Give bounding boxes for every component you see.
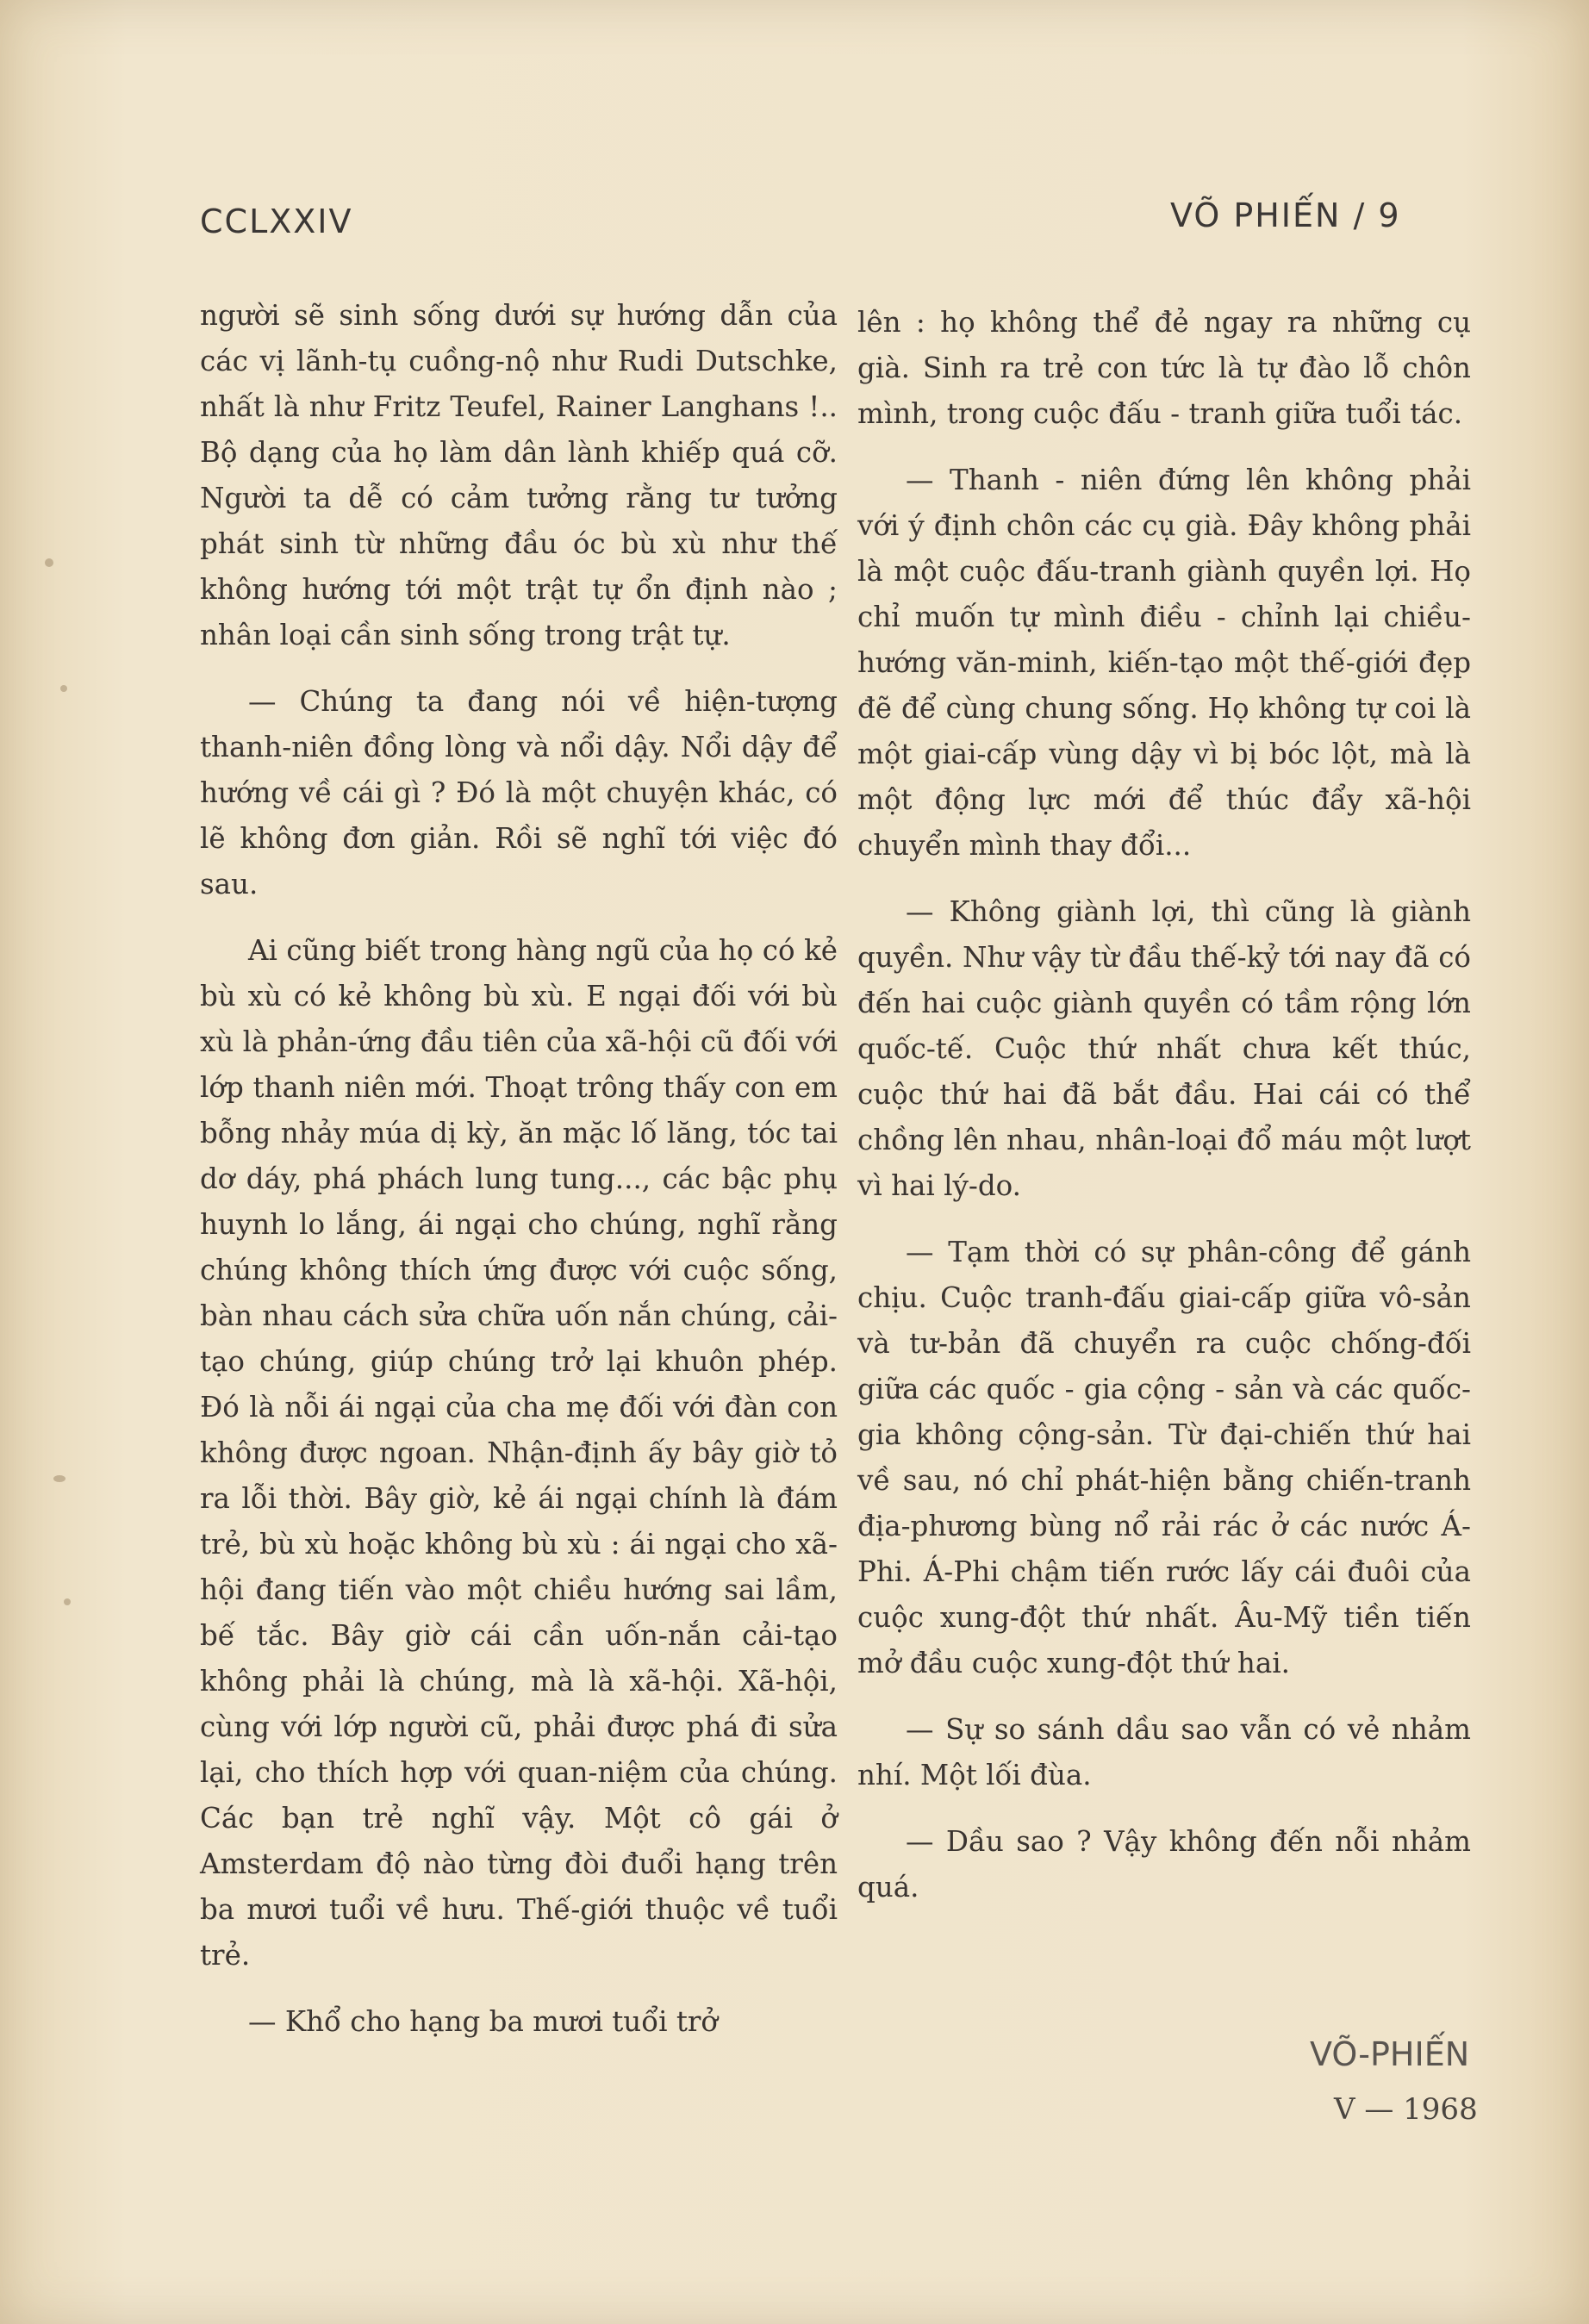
paragraph: — Chúng ta đang nói về hiện-tượng thanh-niên đồng lòng và nổi dậy. Nổi dậy để hướng về cái gì ? Đó là một chuyện khác, có lẽ không đơn giản. Rồi sẽ nghĩ tới việc đó sau. (200, 685, 838, 900)
paragraph: lên : họ không thể đẻ ngay ra những cụ già. Sinh ra trẻ con tức là tự đào lỗ chôn mình, trong cuộc đấu - tranh giữa tuổi tác. (857, 306, 1471, 430)
page-header-left: CCLXXIV (200, 202, 353, 240)
text-column-left (200, 293, 838, 2045)
page-header-right: VÕ PHIẾN / 9 (1170, 196, 1401, 234)
author-signature: VÕ-PHIẾN (1310, 2035, 1470, 2073)
paragraph: — Dầu sao ? Vậy không đến nỗi nhảm quá. (857, 1825, 1471, 1903)
paragraph: — Không giành lợi, thì cũng là giành quyền. Như vậy từ đầu thế-kỷ tới nay đã có đến hai cuộc giành quyền có tầm rộng lớn quốc-tế. Cuộc thứ nhất chưa kết thúc, cuộc thứ hai đã bắt đầu. Hai cái có thể chồng lên nhau, nhân-loại đổ máu một lượt vì hai lý-do. (857, 895, 1471, 1202)
paragraph: — Sự so sánh dầu sao vẫn có vẻ nhảm nhí. Một lối đùa. (857, 1713, 1471, 1791)
paper-stain (60, 685, 67, 692)
signature-date: V — 1968 (1334, 2092, 1478, 2127)
paragraph: Ai cũng biết trong hàng ngũ của họ có kẻ bù xù có kẻ không bù xù. E ngại đối với bù xù là phản-ứng đầu tiên của xã-hội cũ đối với lớp thanh niên mới. Thoạt trông thấy con em bỗng nhảy múa dị kỳ, ăn mặc lố lăng, tóc tai dơ dáy, phá phách lung tung..., các bậc phụ huynh lo lắng, ái ngại cho chúng, nghĩ rằng chúng không thích ứng được với cuộc sống, bàn nhau cách sửa chữa uốn nắn chúng, cải-tạo chúng, giúp chúng trở lại khuôn phép. Đó là nỗi ái ngại của cha mẹ đối với đàn con không được ngoan. Nhận-định ấy bây giờ tỏ ra lỗi thời. Bây giờ, kẻ ái ngại chính là đám trẻ, bù xù hoặc không bù xù : ái ngại cho xã-hội đang tiến vào một chiều hướng sai lầm, bế tắc. Bây giờ cái cần uốn-nắn cải-tạo không phải là chúng, mà là xã-hội. Xã-hội, cùng với lớp người cũ, phải được phá đi sửa lại, cho thích hợp với quan-niệm của chúng. Các bạn trẻ nghĩ vậy. Một cô gái ở Amsterdam độ nào từng đòi đuổi hạng trên ba mươi tuổi về hưu. Thế-giới thuộc về tuổi trẻ. (200, 934, 838, 1972)
paper-stain (64, 1598, 71, 1605)
paragraph: — Khổ cho hạng ba mươi tuổi trở (248, 2005, 718, 2038)
paragraph: — Thanh - niên đứng lên không phải với ý định chôn các cụ già. Đây không phải là một cuộc đấu-tranh giành quyền lợi. Họ chỉ muốn tự mình điều - chỉnh lại chiều-hướng văn-minh, kiến-tạo một thế-giới đẹp đẽ để cùng chung sống. Họ không tự coi là một giai-cấp vùng dậy vì bị bóc lột, mà là một động lực mới để thúc đẩy xã-hội chuyển mình thay đổi... (857, 464, 1471, 862)
paragraph: — Tạm thời có sự phân-công để gánh chịu. Cuộc tranh-đấu giai-cấp giữa vô-sản và tư-bản đã chuyển ra cuộc chống-đối giữa các quốc - gia cộng - sản và các quốc-gia không cộng-sản. Từ đại-chiến thứ hai về sau, nó chỉ phát-hiện bằng chiến-tranh địa-phương bùng nổ rải rác ở các nước Á-Phi. Á-Phi chậm tiến rước lấy cái đuôi của cuộc xung-đột thứ nhất. Âu-Mỹ tiền tiến mở đầu cuộc xung-đột thứ hai. (857, 1236, 1471, 1679)
paragraph: người sẽ sinh sống dưới sự hướng dẫn của các vị lãnh-tụ cuồng-nộ như Rudi Dutschke, nhất là như Fritz Teufel, Rainer Langhans !.. Bộ dạng của họ làm dân lành khiếp quá cỡ. Người ta dễ có cảm tưởng rằng tư tưởng phát sinh từ những đầu óc bù xù như thế không hướng tới một trật tự ổn định nào ; nhân loại cần sinh sống trong trật tự. (200, 299, 838, 651)
text-column-right (857, 300, 1471, 1910)
paper-stain (45, 558, 53, 567)
paper-stain (53, 1475, 65, 1482)
